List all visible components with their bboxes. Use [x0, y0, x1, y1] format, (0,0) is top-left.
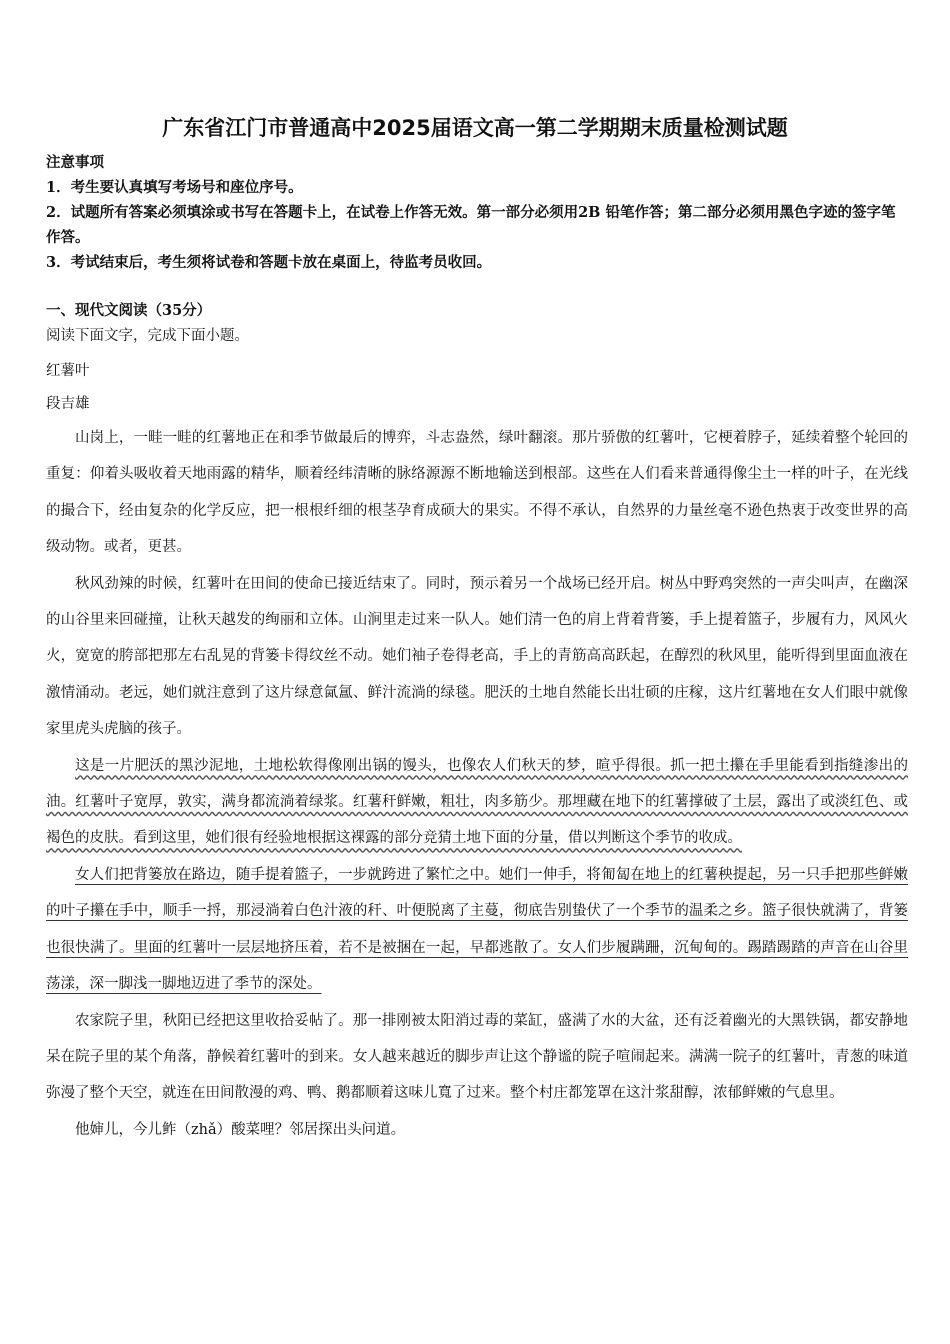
reading-instruction: 阅读下面文字，完成下面小题。 [46, 328, 249, 344]
paragraph: 他婶儿，今儿鲊（zhǎ）酸菜哩？邻居探出头问道。 [75, 1121, 406, 1138]
notice-item: 2．试题所有答案必须填涂或书写在答题卡上，在试卷上作答无效。第一部分必须用2B 铅笔作答；第二部分必须用黑色字迹的签字笔作答。 [46, 204, 896, 246]
notice-heading: 注意事项 [46, 154, 104, 171]
article-author: 段吉雄 [46, 396, 90, 412]
paragraph: 山岗上，一畦一畦的红薯地正在和季节做最后的博弈，斗志盎然，绿叶翻滚。那片骄傲的红薯叶，它梗着脖子，延续着整个轮回的重复：仰着头吸收着天地雨露的精华，顺着经纬清晰的脉络源源不断地输送到根部。这些在人们看来普通得像尘土一样的叶子，在光线的撮合下，经由复杂的化学反应，把一根根纤细的根茎孕育成硕大的果实。不得不承认，自然界的力量丝毫不逊色热衷于改变世界的高级动物。或者，更甚。 [46, 430, 908, 556]
notice-block [46, 150, 906, 275]
page-title: 广东省江门市普通高中2025届语文高一第二学期期末质量检测试题 [162, 116, 788, 140]
notice-item: 3．考试结束后，考生须将试卷和答题卡放在桌面上，待监考员收回。 [46, 254, 492, 271]
article-body [46, 420, 908, 1148]
notice-item: 1．考生要认真填写考场号和座位序号。 [46, 179, 303, 196]
paragraph: 农家院子里，秋阳已经把这里收拾妥帖了。那一排刚被太阳消过毒的菜缸，盛满了水的大盆，还有泛着幽光的大黑铁锅，都安静地呆在院子里的某个角落，静候着红薯叶的到来。女人越来越近的脚步声让这个静谧的院子喧闹起来。满满一院子的红薯叶，青葱的味道弥漫了整个天空，就连在田间散漫的鸡、鸭、鹅都顺着这味儿寬了过来。整个村庄都笼罩在这汁浆甜醇，浓郁鲜嫩的气息里。 [46, 1012, 908, 1102]
paragraph-underlined-wavy: 这是一片肥沃的黑沙泥地，土地松软得像刚出锅的馒头，也像农人们秋天的梦，暄乎得很。抓一把土攥在手里能看到指缝渗出的油。红薯叶子宽厚，敦实，满身都流淌着绿浆。红薯秆鲜嫩，粗壮，肉多筋少。那埋藏在地下的红薯撑破了土层，露出了或淡红色、或褐色的皮肤。看到这里，她们很有经验地根据这裸露的部分竞猜土地下面的分量，借以判断这个季节的收成。 [46, 757, 908, 847]
section-heading: 一、现代文阅读（35分） [46, 302, 212, 319]
paragraph: 秋风劲辣的时候，红薯叶在田间的使命已接近结束了。同时，预示着另一个战场已经开启。树丛中野鸡突然的一声尖叫声，在幽深的山谷里来回碰撞，让秋天越发的绚丽和立体。山涧里走过来一队人。她们清一色的肩上背着背篓，手上提着篮子，步履有力，风风火火，宽宽的胯部把那左右乱晃的背篓卡得纹丝不动。她们袖子卷得老高，手上的青筋高高跃起，在醇烈的秋风里，能听得到里面血液在激情涌动。老远，她们就注意到了这片绿意氤氲、鲜汁流淌的绿毯。肥沃的土地自然能长出壮硕的庄稼，这片红薯地在女人们眼中就像家里虎头虎脑的孩子。 [46, 575, 908, 738]
paragraph-underlined: 女人们把背篓放在路边，随手提着篮子，一步就跨进了繁忙之中。她们一伸手，将匍匐在地上的红薯秧提起，另一只手把那些鲜嫩的叶子攥在手中，顺手一捋，那浸淌着白色汁液的秆、叶便脱离了主蔓，彻底告别蛰伏了一个季节的温柔之乡。篮子很快就满了，背篓也很快满了。里面的红薯叶一层层地挤压着，若不是被捆在一起，早都逃散了。女人们步履蹒跚，沉甸甸的。踢踏踢踏的声音在山谷里荡漾，深一脚浅一脚地迈进了季节的深处。 [46, 866, 908, 993]
article-title: 红薯叶 [46, 363, 90, 379]
